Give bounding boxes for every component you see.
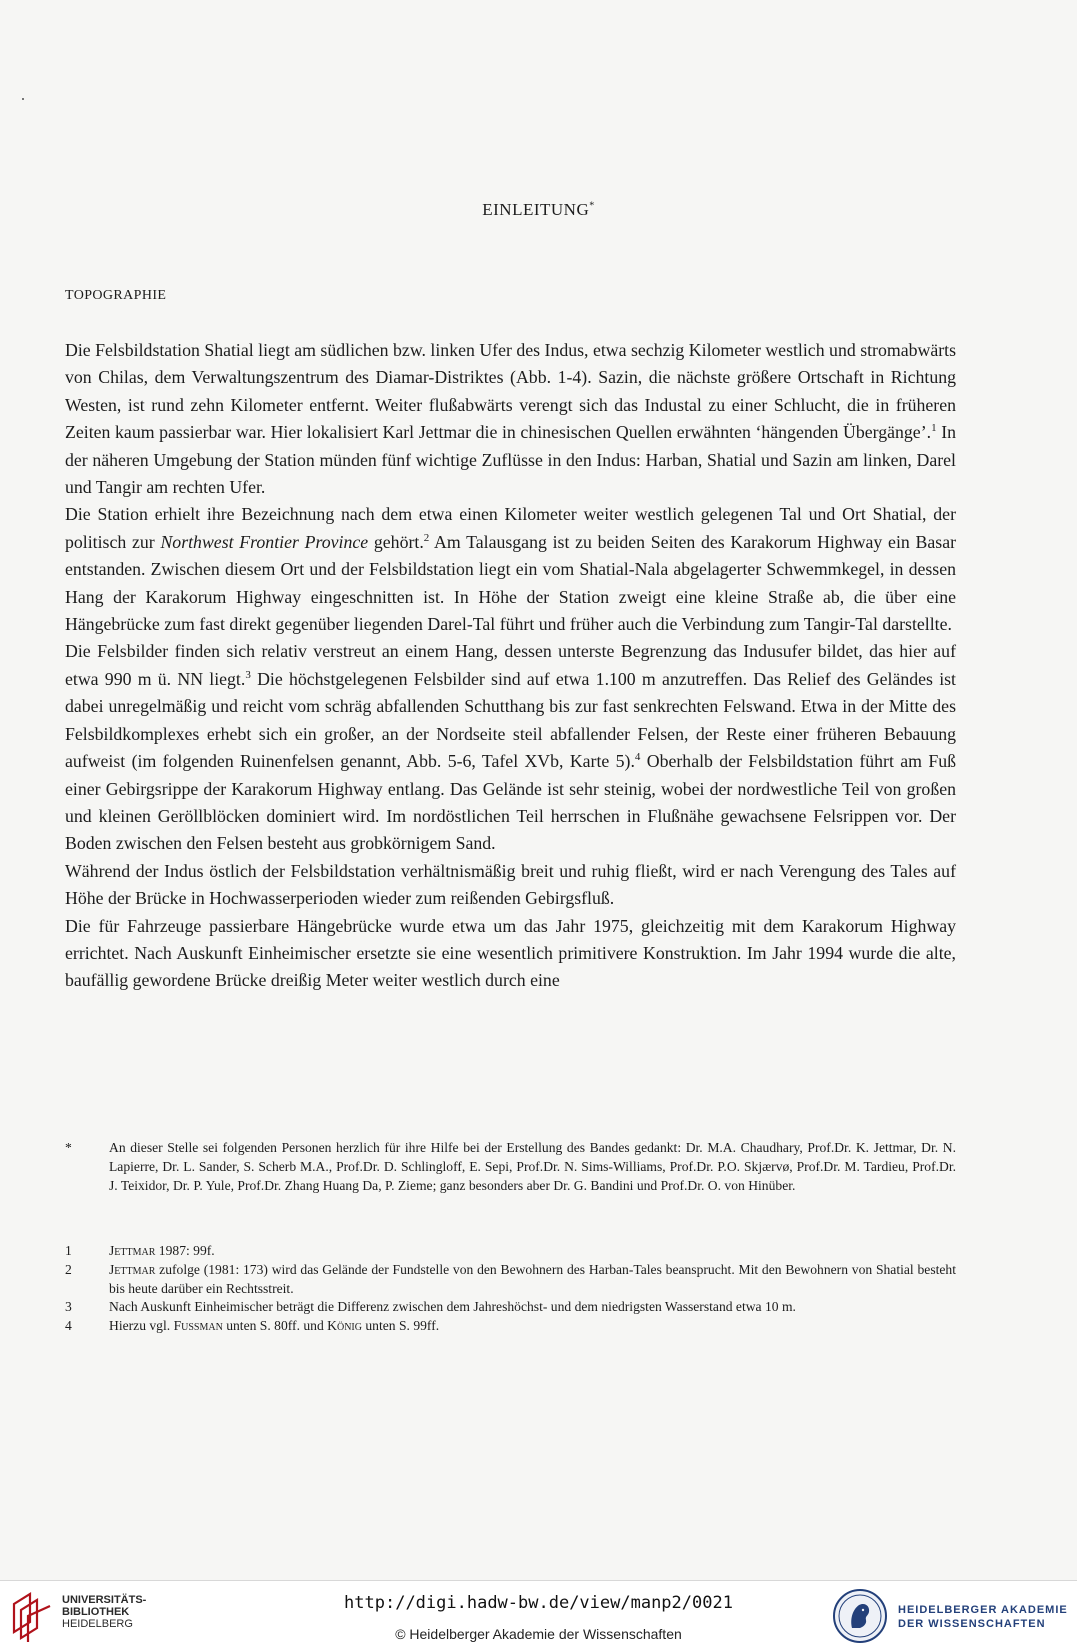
footnote-text: Nach Auskunft Einheimischer beträgt die Differenz zwischen dem Jahreshöchst- und dem niedrigsten Wasserstand etwa 10 m. — [109, 1299, 796, 1315]
paragraph-text: Die Felsbildstation Shatial liegt am südlichen bzw. linken Ufer des Indus, etwa sechzig Kilometer westlich und stromabwärts von Chilas, dem Verwaltungszentrum des Diamar-Distriktes (Abb. 1-4). Sazin, die nächste größere Ortschaft in Richtung Westen, ist rund zehn Kilometer entfernt. Weiter flußabwärts verengt sich das Industal zu einer Schlucht, die in früheren Zeiten kaum passierbar war. Hier lokalisiert Karl Jettmar die in chinesischen Quellen erwähnten ‘hängenden Übergänge’. — [65, 340, 956, 443]
paragraph-text: Die Station erhielt ihre Bezeichnung nach dem etwa einen Kilometer weiter westlich gelegenen Tal und Ort Shatial, der politisch zur — [65, 504, 956, 552]
footnote-number: 4 — [65, 1318, 72, 1334]
author-name: Jettmar — [109, 1261, 156, 1277]
paragraph-text: Die höchstgelegenen Felsbilder sind auf etwa 1.100 m anzutreffen. Das Relief des Geländes ist dabei unregelmäßig und reicht vom schräg abfallenden Schutthang bis zur fast senkrechten Felswand. Etwa in der Mitte des Felsbildkomplexes erhebt sich ein großer, an der Nordseite steil abfallender Felsen, der Reste einer früheren Bebauung aufweist (im folgenden Ruinenfelsen genannt, Abb. 5-6, Tafel XVb, Karte 5). — [65, 668, 956, 772]
academy-name-line: DER WISSENSCHAFTEN — [898, 1618, 1046, 1630]
chapter-title — [0, 200, 1077, 220]
academy-name[interactable] — [898, 1603, 1068, 1631]
paragraph — [65, 913, 956, 995]
viewer-footer — [0, 1580, 1077, 1650]
paragraph — [65, 501, 956, 638]
title-footnote-mark: * — [589, 200, 595, 212]
paragraph-text: Am Talausgang ist zu beiden Seiten des Karakorum Highway ein Basar entstanden. Zwischen diesem Ort und der Felsbildstation liegt ein vom Shatial-Nala abgelagerter Schwemmkegel, in dessen Hang der Karakorum Highway eingeschnitten ist. In Höhe der Station zweigt eine kleine Straße ab, die über eine Hängebrücke zum fast direkt gegenüber liegenden Darel-Tal führt und früher auch die Verbindung zum Tangir-Tal darstellte. — [65, 531, 957, 635]
footnote-number: 2 — [65, 1261, 72, 1277]
acknowledgement-footnote — [65, 1139, 956, 1195]
academy-name-line: HEIDELBERGER AKADEMIE — [898, 1604, 1068, 1616]
footnotes — [65, 1242, 956, 1336]
footnote-number: 3 — [65, 1299, 72, 1315]
footnote-number: 1 — [65, 1243, 72, 1258]
paragraph-text: Während der Indus östlich der Felsbildstation verhältnismäßig breit und ruhig fließt, wird er nach Verengung des Tales auf Höhe der Brücke in Hochwasserperioden wieder zum reißenden Gebirgsfluß. — [65, 860, 956, 909]
footnote-body: 1987: 99f. — [155, 1243, 215, 1258]
paragraph — [65, 337, 956, 501]
chapter-title-text: EINLEITUNG — [482, 200, 590, 219]
footnote-body: zufolge (1981: 173) wird das Gelände der Fundstelle von den Bewohnern des Harban-Tales beansprucht. Mit den Bewohnern von Shatial besteht bis heute darüber ein Rechtsstreit. — [109, 1261, 956, 1296]
footnote-1 — [65, 1242, 956, 1261]
paragraph-text: Die für Fahrzeuge passierbare Hängebrücke wurde etwa um das Jahr 1975, gleichzeitig mit dem Karakorum Highway errichtet. Nach Auskunft Einheimischer ersetzte sie eine wesentlich primitivere Konstruktion. Im Jahr 1994 wurde die alte, baufällig gewordene Brücke dreißig Meter weiter westlich durch eine — [65, 915, 956, 991]
author-name: König — [327, 1318, 362, 1334]
permalink-url[interactable]: http://digi.hadw-bw.de/view/manp2/0021 — [344, 1593, 733, 1613]
paragraph-text: Die Felsbilder finden sich relativ verstreut an einem Hang, dessen unterste Begrenzung das Indusufer bildet, das hier auf etwa 990 m ü. NN liegt. — [65, 641, 956, 689]
footnote-body: Hierzu vgl. — [109, 1318, 174, 1334]
scan-speck — [22, 98, 24, 100]
footnote-mark: * — [65, 1140, 72, 1155]
footnote-text: An dieser Stelle sei folgenden Personen herzlich für ihre Hilfe bei der Erstellung des Bandes gedankt: Dr. M.A. Chaudhary, Prof.Dr. K. Jettmar, Dr. N. Lapierre, Dr. L. Sander, S. Scherb M.A., Prof.Dr. D. Schlingloff, E. Sepi, Prof.Dr. N. Sims-Williams, Prof.Dr. P.O. Skjærvø, Prof.Dr. M. Tardieu, Prof.Dr. J. Teixidor, Dr. P. Yule, Prof.Dr. Zhang Huang Da, P. Zieme; ganz besonders aber Dr. G. Bandini und Prof.Dr. O. von Hinüber. — [109, 1140, 956, 1193]
footnote-body: unten S. 99ff. — [361, 1318, 440, 1334]
footnote-3 — [65, 1298, 956, 1317]
footnote-text — [109, 1242, 956, 1261]
paragraph-text: In der näheren Umgebung der Station münden fünf wichtige Zuflüsse in den Indus: Harban, Shatial und Sazin am linken, Darel und Tangir am rechten Ufer. — [65, 422, 957, 498]
footnote-ref[interactable]: 2 — [423, 531, 430, 544]
footnote-text — [109, 1261, 956, 1299]
paragraph-text: gehört. — [368, 531, 424, 552]
body-text — [65, 337, 956, 995]
footnote-ref[interactable]: 4 — [634, 751, 641, 764]
footnote-4 — [65, 1317, 956, 1336]
footnote-ref[interactable]: 3 — [245, 668, 251, 681]
italic-term: Northwest Frontier Province — [160, 531, 369, 552]
paragraph — [65, 638, 956, 857]
library-name-line: UNIVERSITÄTS- — [62, 1594, 147, 1606]
footnote-body: unten S. 80ff. und — [222, 1318, 328, 1334]
paragraph — [65, 858, 956, 913]
copyright-notice: © Heidelberger Akademie der Wissenschaften — [395, 1626, 682, 1642]
section-heading: TOPOGRAPHIE — [65, 288, 167, 303]
footnote-ref[interactable]: 1 — [931, 422, 937, 435]
author-name: Jettmar — [109, 1243, 156, 1258]
footnote-2 — [65, 1261, 956, 1299]
library-name-line: HEIDELBERG — [62, 1618, 133, 1630]
author-name: Fussman — [173, 1318, 223, 1334]
library-name-line: BIBLIOTHEK — [62, 1606, 130, 1618]
paragraph-text: Oberhalb der Felsbildstation führt am Fuß einer Gebirgsrippe der Karakorum Highway entlang. Das Gelände ist sehr steinig, wobei der nordwestliche Teil von großen und kleinen Geröllblöcken dominiert wird. Im nordöstlichen Teil herrschen in Flußnähe gewachsene Felsrippen vor. Der Boden zwischen den Felsen besteht aus grobkörnigem Sand. — [65, 751, 956, 854]
footnote-text — [109, 1317, 956, 1336]
academy-seal-icon[interactable] — [832, 1588, 888, 1644]
